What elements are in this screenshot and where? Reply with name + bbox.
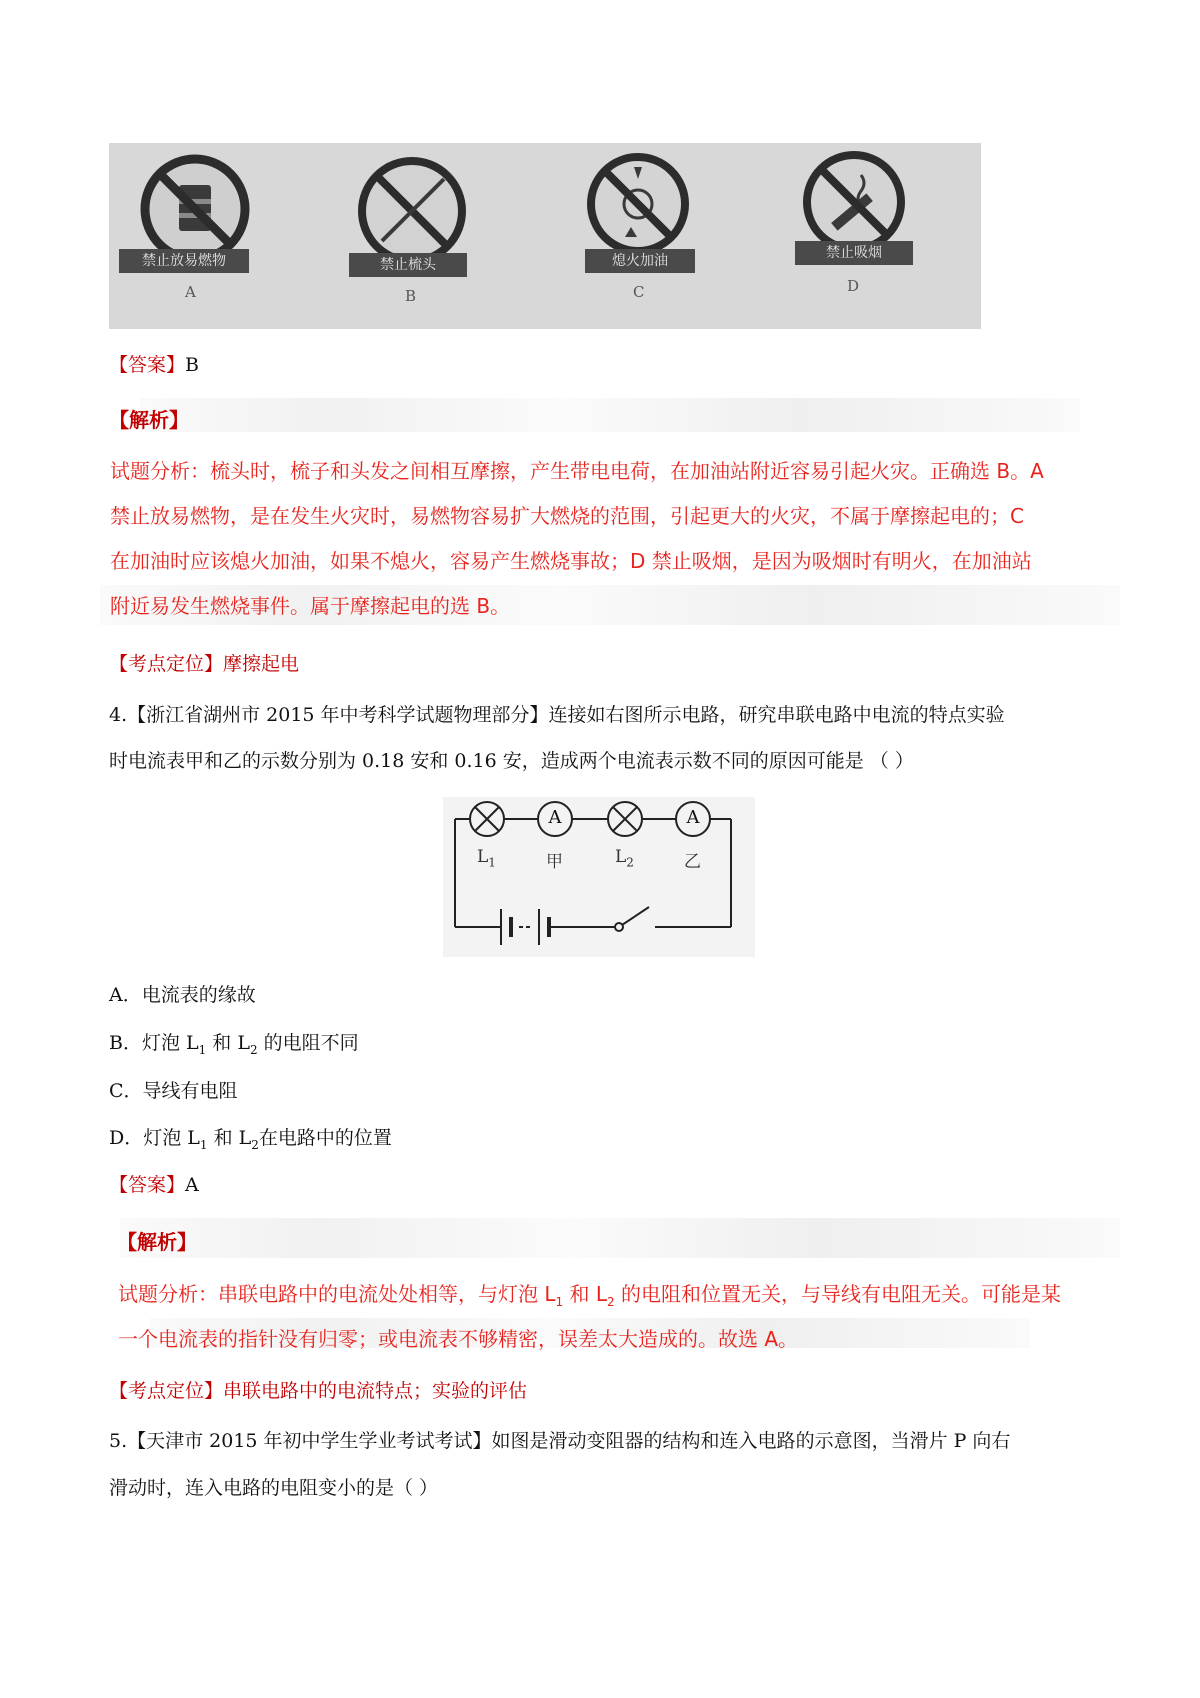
q3-answer-value: B — [185, 354, 199, 376]
ammeter-symbol: A — [686, 807, 700, 828]
bulb-icon — [467, 799, 507, 839]
engine-off-refuel-icon — [583, 149, 693, 259]
circuit-diagram — [443, 797, 755, 957]
sign-a-letter: A — [185, 283, 196, 301]
comb-prohibited-icon — [354, 153, 470, 269]
q4-question-line: 4.【浙江省湖州市 2015 年中考科学试题物理部分】连接如右图所示电路，研究串联电路中电流的特点实验 — [109, 704, 1005, 726]
q4-answer — [109, 1172, 199, 1198]
sign-c — [567, 143, 767, 329]
q4-option-c: C．导线有电阻 — [109, 1080, 238, 1102]
q3-answer — [109, 352, 199, 378]
q3-kaodian — [109, 651, 299, 677]
q3-analysis-line: 在加油时应该熄火加油，如果不熄火，容易产生燃烧事故；D 禁止吸烟，是因为吸烟时有明火，在加油站 — [110, 549, 1032, 573]
q3-kaodian-value: 摩擦起电 — [223, 653, 300, 675]
circuit-label-yi: 乙 — [684, 852, 701, 872]
scan-watermark-strip — [120, 1218, 1120, 1258]
sign-b — [339, 143, 539, 329]
q3-analysis-label: 【解析】 — [109, 408, 189, 432]
safety-signs-image — [109, 143, 981, 329]
q4-kaodian-value: 串联电路中的电流特点；实验的评估 — [223, 1380, 528, 1402]
circuit-label-l1: $L_1$ — [477, 847, 496, 870]
sign-a-label: 禁止放易燃物 — [119, 249, 249, 273]
q3-analysis-line: 附近易发生燃烧事件。属于摩擦起电的选 B。 — [110, 594, 511, 618]
ammeter-symbol: A — [548, 807, 562, 828]
sign-c-letter: C — [633, 283, 645, 301]
q5-question-line: 5.【天津市 2015 年初中学生学业考试考试】如图是滑动变阻器的结构和连入电路的示意图，当滑片 P 向右 — [109, 1430, 1011, 1452]
q4-kaodian — [109, 1378, 527, 1404]
bulb-icon — [605, 799, 645, 839]
q4-kaodian-label: 【考点定位】 — [109, 1380, 224, 1402]
q4-option-b: B．灯泡 $L_1$ 和 $L_2$ 的电阻不同 — [109, 1032, 359, 1057]
q4-answer-label: 【答案】 — [109, 1174, 186, 1196]
q4-analysis-line: 试题分析：串联电路中的电流处处相等，与灯泡 $L_1$ 和 $L_2$ 的电阻和位置无关，与导线有电阻无关。可能是某 — [118, 1282, 1061, 1309]
sign-b-label: 禁止梳头 — [349, 253, 467, 277]
q4-analysis-label: 【解析】 — [117, 1230, 197, 1254]
sign-a — [119, 143, 319, 329]
q4-answer-value: A — [185, 1174, 199, 1196]
q5-question-line: 滑动时，连入电路的电阻变小的是（ ） — [109, 1477, 439, 1499]
q4-analysis-line: 一个电流表的指针没有归零；或电流表不够精密，误差太大造成的。故选 A。 — [118, 1327, 799, 1351]
q4-question-line: 时电流表甲和乙的示数分别为 0.18 安和 0.16 安，造成两个电流表示数不同的原因可能是 （ ） — [109, 750, 914, 772]
circuit-label-jia: 甲 — [546, 852, 563, 872]
q4-option-d: D．灯泡 $L_1$ 和 $L_2$在电路中的位置 — [109, 1127, 392, 1152]
q3-kaodian-label: 【考点定位】 — [109, 653, 224, 675]
q3-analysis-line: 禁止放易燃物，是在发生火灾时，易燃物容易扩大燃烧的范围，引起更大的火灾，不属于摩擦起电的；C — [110, 504, 1024, 528]
q3-answer-label: 【答案】 — [109, 354, 186, 376]
q4-option-a: A．电流表的缘故 — [109, 984, 256, 1006]
sign-c-label: 熄火加油 — [585, 249, 695, 273]
sign-d — [779, 143, 979, 329]
circuit-label-l2: $L_2$ — [615, 847, 634, 870]
sign-b-letter: B — [405, 287, 417, 305]
sign-d-label: 禁止吸烟 — [795, 241, 913, 265]
q3-analysis-line: 试题分析：梳头时，梳子和头发之间相互摩擦，产生带电电荷，在加油站附近容易引起火灾。正确选 B。A — [110, 459, 1044, 483]
scan-watermark-strip — [140, 398, 1080, 432]
sign-d-letter: D — [847, 277, 860, 295]
